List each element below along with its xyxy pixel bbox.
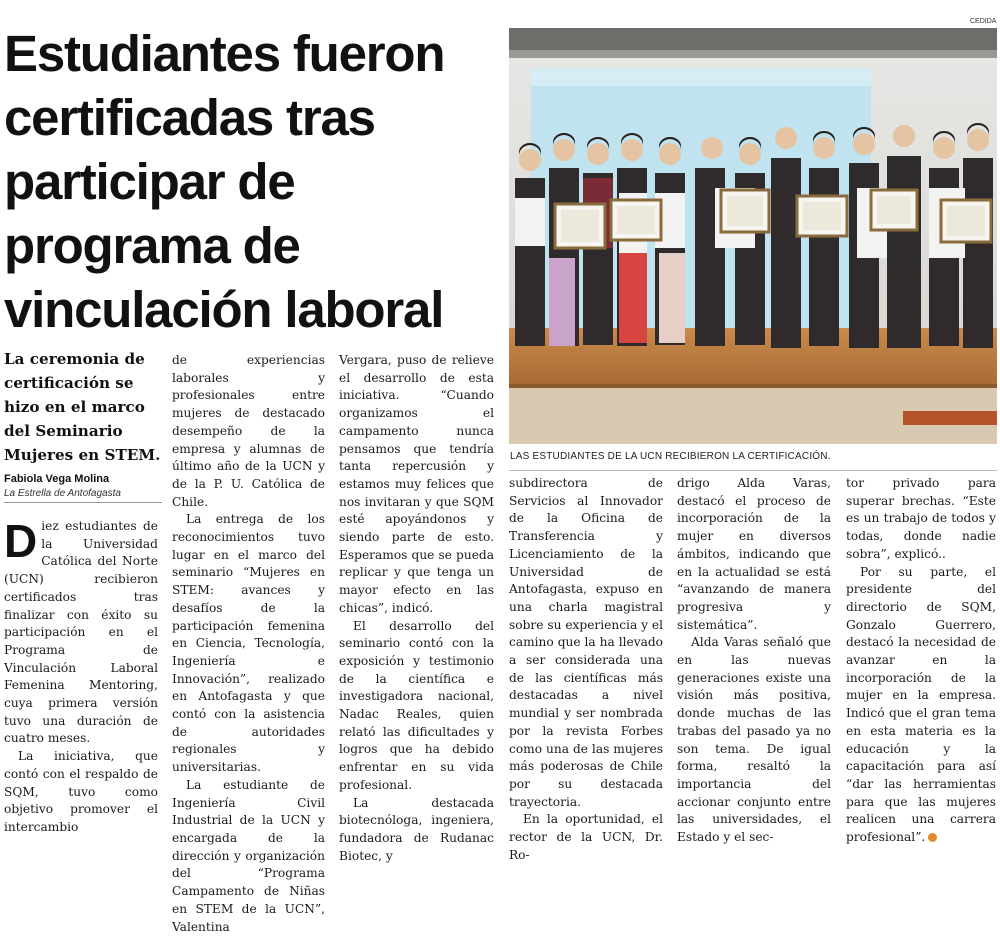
headline: Estudiantes fueron certificadas tras participar de programa de vinculación laboral: [4, 25, 445, 338]
paragraph: La estudiante de Ingeniería Civil Industrial de la UCN y encargada de la dirección y organización del “Programa Campamento de Niñas en STEM de la UCN”, Valentina: [172, 777, 325, 934]
paragraph: En la oportunidad, el rector de la UCN, Dr. Ro-: [509, 812, 663, 862]
paragraph: drigo Alda Varas, destacó el proceso de incorporación de la mujer en diversos ámbitos, indicando que en la actualidad se está “avanzando de manera progresiva y sistemática”.: [677, 476, 831, 632]
end-of-article-icon: [928, 833, 937, 842]
paragraph: La iniciativa, que contó con el respaldo de SQM, tuvo como objetivo promover el intercambio: [4, 749, 158, 834]
paragraph: Alda Varas señaló que en las nuevas generaciones existe una visión más positiva, donde muchas de las trabas del pasado ya no son tema. De igual forma, resaltó la importancia del accionar conjunto entre las universidades, el Estado y el sec-: [677, 635, 831, 845]
body-column-4: [509, 475, 663, 864]
author-name: Fabiola Vega Molina: [4, 473, 110, 485]
paragraph: [846, 564, 996, 847]
paragraph-text: Por su parte, el presidente del directorio de SQM, Gonzalo Guerrero, destacó la necesidad de avanzar en la incorporación de la mujer en la empresa. Indicó que el gran tema en esta materia es la educación y la capacitación para así “dar las herramientas para que las mujeres realicen una carrera profesional”.: [846, 564, 996, 845]
paragraph-text: iez estudiantes de la Universidad Católica del Norte (UCN) recibieron certificados tras finalizar con éxito su participación en el Programa de Vinculación Laboral Femenina Mentoring, cuya primera versión tuvo una duración de cuatro meses.: [4, 519, 158, 746]
paragraph: Vergara, puso de relieve el desarrollo de esta iniciativa. “Cuando organizamos el campamento nunca pensamos que tendría tanta repercusión y estamos muy felices que nos invitaran y que SQM esté apoyándonos y siendo parte de esto. Esperamos que se pueda replicar y que tenga un mayor efecto en las chicas”, indicó.: [339, 353, 494, 615]
photo-caption: LAS ESTUDIANTES DE LA UCN RECIBIERON LA CERTIFICACIÓN.: [510, 451, 831, 462]
body-column-1: [4, 515, 158, 837]
body-column-6: [846, 475, 996, 847]
byline-divider: [4, 502, 162, 503]
photo-credit: CEDIDA: [970, 18, 997, 25]
paragraph: La entrega de los reconocimientos tuvo lugar en el marco del seminario “Mujeres en STEM: avances y desafíos de la participación femenina en Ciencia, Tecnología, Ingeniería e Innovación”, realizado en Antofagasta y que contó con la asistencia de autoridades regionales y universitarias.: [172, 512, 325, 775]
body-column-2: [172, 352, 325, 936]
paragraph: de experiencias laborales y profesionales entre mujeres de destacado desempeño de la empresa y alumnas de último año de la UCN y de la P. U. Católica de Chile.: [172, 353, 325, 509]
paragraph: tor privado para superar brechas. “Este es un trabajo de todos y todas, donde nadie sobra”, explicó..: [846, 476, 996, 561]
body-column-5: [677, 475, 831, 847]
dropcap: D: [4, 515, 38, 567]
caption-divider: [509, 470, 997, 471]
paragraph: La destacada biotecnóloga, ingeniera, fundadora de Rudanac Biotec, y: [339, 795, 494, 863]
subhead: La ceremonia de certificación se hizo en el marco del Seminario Mujeres en STEM.: [4, 350, 161, 464]
author-publication: La Estrella de Antofagasta: [4, 488, 121, 499]
article-photo: [509, 28, 997, 444]
body-column-3: [339, 352, 494, 865]
paragraph: [4, 515, 158, 748]
paragraph: El desarrollo del seminario contó con la exposición y testimonio de la científica e investigadora nacional, Nadac Reales, quien relató las dificultades y logros que ha debido enfrentar en su vida profesional.: [339, 618, 494, 792]
paragraph: subdirectora de Servicios al Innovador de la Oficina de Transferencia y Licenciamiento de la Universidad de Antofagasta, expuso en una charla magistral sobre su experiencia y el camino que la ha llevado a ser considerada una de las científicas más destacadas a nivel mundial y ser nombrada por la revista Forbes como una de las mujeres más poderosas de Chile por su destacada trayectoria.: [509, 476, 663, 809]
